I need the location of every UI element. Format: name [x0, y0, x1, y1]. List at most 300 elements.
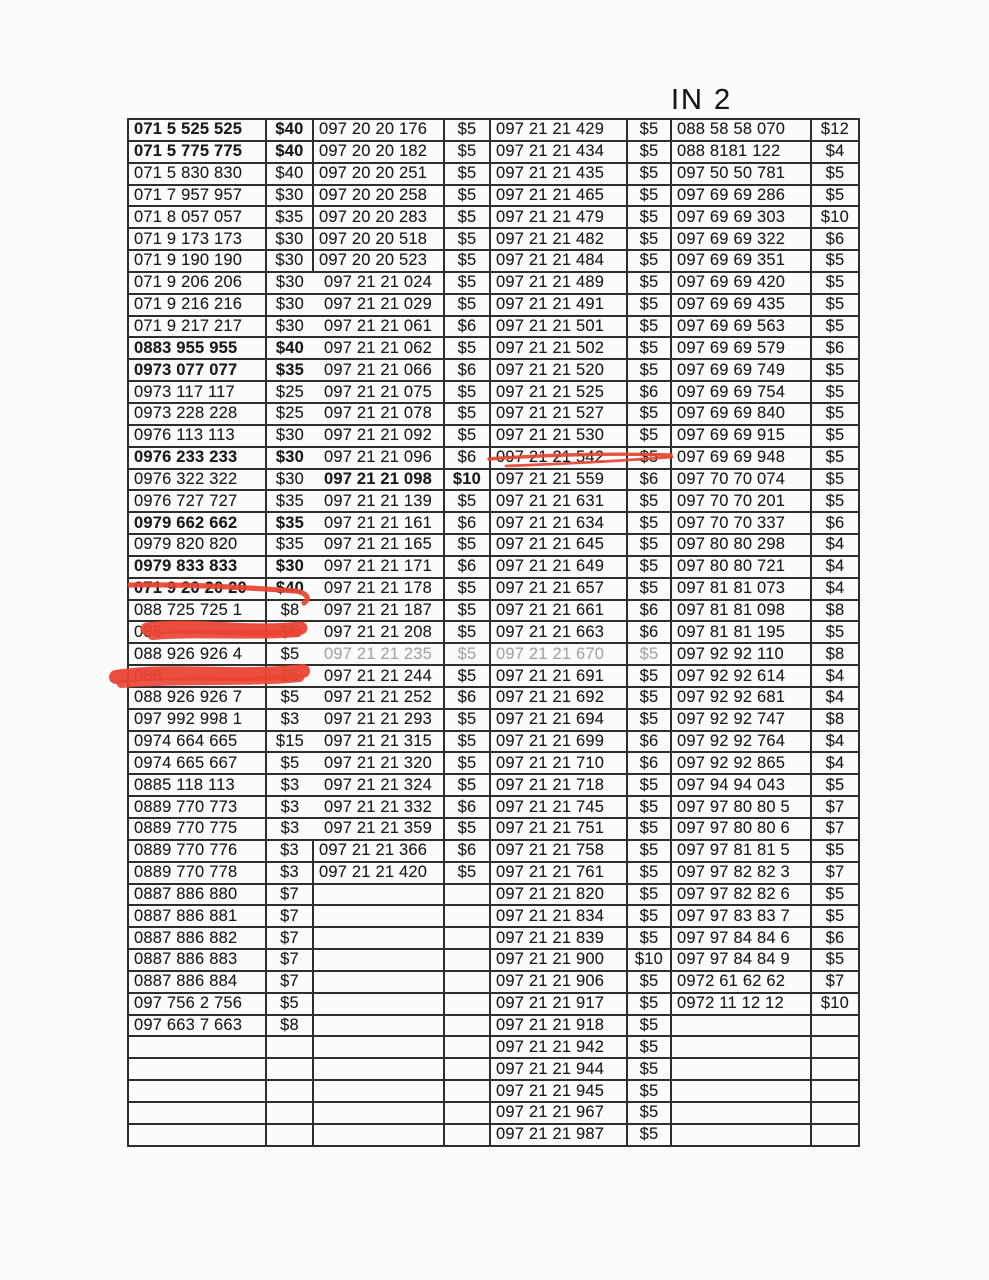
phone-number-cell: 0887 886 883 — [128, 949, 266, 971]
price-cell — [266, 1058, 313, 1080]
phone-number-cell: 097 92 92 110 — [671, 643, 811, 665]
phone-number-cell: 097 21 21 178 — [313, 578, 444, 600]
price-cell: $5 — [627, 316, 671, 338]
phone-number-cell: 097 21 21 710 — [490, 752, 627, 774]
phone-number-cell: 0976 322 322 — [128, 469, 266, 491]
price-cell: $5 — [627, 971, 671, 993]
price-cell — [444, 905, 490, 927]
phone-number-cell: 0972 61 62 62 — [671, 971, 811, 993]
phone-number-cell: 097 21 21 465 — [490, 185, 627, 207]
table-row — [128, 119, 859, 141]
phone-number-cell: 097 21 21 692 — [490, 687, 627, 709]
phone-number-cell: 071 5 830 830 — [128, 163, 266, 185]
table-row — [128, 862, 859, 884]
price-cell: $5 — [627, 862, 671, 884]
price-cell: $3 — [266, 818, 313, 840]
price-cell: $3 — [266, 862, 313, 884]
phone-number-cell — [313, 1058, 444, 1080]
table-row — [128, 1080, 859, 1102]
phone-number-cell: 097 21 21 634 — [490, 512, 627, 534]
price-cell: $7 — [266, 905, 313, 927]
phone-number-cell: 0889 770 778 — [128, 862, 266, 884]
price-cell: $6 — [627, 381, 671, 403]
phone-number-cell: 097 21 21 502 — [490, 337, 627, 359]
price-cell: $5 — [627, 993, 671, 1015]
price-cell: $25 — [266, 403, 313, 425]
price-cell: $5 — [627, 818, 671, 840]
phone-number-cell: 097 97 84 84 9 — [671, 949, 811, 971]
phone-number-cell: 097 69 69 840 — [671, 403, 811, 425]
phone-number-cell: 097 21 21 420 — [313, 862, 444, 884]
price-cell — [266, 1036, 313, 1058]
price-cell: $5 — [444, 206, 490, 228]
price-cell: $5 — [811, 425, 859, 447]
phone-number-cell: 097 21 21 098 — [313, 469, 444, 491]
price-cell: $4 — [811, 687, 859, 709]
table-row — [128, 403, 859, 425]
phone-number-cell: 097 21 21 918 — [490, 1015, 627, 1037]
price-cell: $5 — [627, 490, 671, 512]
price-cell: $6 — [627, 731, 671, 753]
phone-number-cell: 097 92 92 747 — [671, 709, 811, 731]
phone-number-cell: 097 21 21 645 — [490, 534, 627, 556]
price-cell: $5 — [627, 250, 671, 272]
phone-number-cell: 097 21 21 359 — [313, 818, 444, 840]
phone-number-cell: 088 — [128, 665, 266, 687]
price-cell: $4 — [811, 556, 859, 578]
phone-number-cell: 097 21 21 161 — [313, 512, 444, 534]
phone-number-cell: 097 21 21 820 — [490, 884, 627, 906]
price-cell: $5 — [444, 490, 490, 512]
phone-number-cell: 097 21 21 066 — [313, 359, 444, 381]
table-row — [128, 993, 859, 1015]
phone-number-cell: 097 81 81 098 — [671, 600, 811, 622]
phone-number-cell — [671, 1015, 811, 1037]
phone-number-cell: 097 70 70 201 — [671, 490, 811, 512]
price-cell: $5 — [444, 709, 490, 731]
price-cell: $6 — [627, 469, 671, 491]
price-cell: $5 — [627, 665, 671, 687]
phone-number-cell: 097 21 21 906 — [490, 971, 627, 993]
price-cell — [266, 1124, 313, 1146]
phone-number-cell: 097 21 21 942 — [490, 1036, 627, 1058]
price-cell: $5 — [627, 1036, 671, 1058]
phone-number-cell: 097 21 21 745 — [490, 796, 627, 818]
phone-number-cell: 097 20 20 176 — [313, 119, 444, 141]
phone-number-cell: 097 21 21 061 — [313, 316, 444, 338]
price-cell: $5 — [266, 665, 313, 687]
table-row — [128, 1124, 859, 1146]
phone-number-cell — [313, 1102, 444, 1124]
phone-number-cell: 097 92 92 865 — [671, 752, 811, 774]
table-row — [128, 556, 859, 578]
price-cell: $5 — [811, 250, 859, 272]
price-cell: $30 — [266, 272, 313, 294]
phone-number-cell: 097 21 21 187 — [313, 600, 444, 622]
price-cell: $6 — [627, 621, 671, 643]
price-cell: $5 — [627, 228, 671, 250]
phone-number-cell — [128, 1102, 266, 1124]
price-cell: $5 — [627, 185, 671, 207]
table-row — [128, 905, 859, 927]
price-cell: $5 — [627, 578, 671, 600]
price-cell: $5 — [627, 359, 671, 381]
phone-number-cell: 097 21 21 024 — [313, 272, 444, 294]
phone-number-cell — [313, 1080, 444, 1102]
price-cell: $5 — [811, 840, 859, 862]
table-row — [128, 621, 859, 643]
price-cell — [811, 1058, 859, 1080]
price-cell: $5 — [627, 447, 671, 469]
price-cell: $5 — [627, 927, 671, 949]
price-cell: $6 — [627, 752, 671, 774]
phone-number-cell — [313, 927, 444, 949]
table-row — [128, 447, 859, 469]
price-cell: $6 — [811, 337, 859, 359]
price-cell: $5 — [444, 141, 490, 163]
price-cell — [444, 971, 490, 993]
phone-number-cell: 097 21 21 530 — [490, 425, 627, 447]
price-cell: $6 — [444, 512, 490, 534]
phone-number-cell: 0979 833 833 — [128, 556, 266, 578]
phone-number-cell: 0887 886 884 — [128, 971, 266, 993]
phone-number-cell: 097 20 20 258 — [313, 185, 444, 207]
phone-number-cell — [671, 1036, 811, 1058]
phone-number-price-table — [127, 118, 860, 1147]
phone-number-cell — [671, 1058, 811, 1080]
phone-number-cell: 097 97 80 80 6 — [671, 818, 811, 840]
price-cell: $5 — [444, 534, 490, 556]
price-cell: $30 — [266, 316, 313, 338]
phone-number-cell — [128, 1058, 266, 1080]
price-cell: $6 — [444, 316, 490, 338]
price-cell — [444, 884, 490, 906]
price-cell: $5 — [627, 643, 671, 665]
phone-number-cell: 097 21 21 987 — [490, 1124, 627, 1146]
phone-number-cell: 088 — [128, 621, 266, 643]
price-cell: $10 — [811, 993, 859, 1015]
price-cell — [266, 1102, 313, 1124]
phone-number-cell: 097 92 92 764 — [671, 731, 811, 753]
table-row — [128, 600, 859, 622]
phone-number-cell: 0883 955 955 — [128, 337, 266, 359]
price-cell: $6 — [444, 447, 490, 469]
price-cell — [811, 1124, 859, 1146]
table-row — [128, 337, 859, 359]
price-cell: $5 — [444, 774, 490, 796]
price-cell: $5 — [627, 206, 671, 228]
table-row — [128, 206, 859, 228]
phone-number-cell — [313, 884, 444, 906]
price-cell: $4 — [811, 534, 859, 556]
price-cell: $5 — [811, 272, 859, 294]
price-cell: $7 — [811, 818, 859, 840]
table-row — [128, 949, 859, 971]
phone-number-cell: 097 21 21 525 — [490, 381, 627, 403]
price-cell: $10 — [627, 949, 671, 971]
phone-number-cell: 0973 117 117 — [128, 381, 266, 403]
phone-number-cell: 097 21 21 501 — [490, 316, 627, 338]
price-cell: $7 — [266, 949, 313, 971]
phone-number-cell: 097 92 92 614 — [671, 665, 811, 687]
price-cell — [811, 1036, 859, 1058]
table-row — [128, 163, 859, 185]
table-row — [128, 709, 859, 731]
price-cell: $40 — [266, 119, 313, 141]
phone-number-cell: 097 69 69 303 — [671, 206, 811, 228]
price-cell — [811, 1080, 859, 1102]
price-cell: $35 — [266, 359, 313, 381]
phone-number-cell: 097 21 21 691 — [490, 665, 627, 687]
price-cell: $5 — [266, 993, 313, 1015]
phone-number-cell: 097 21 21 758 — [490, 840, 627, 862]
phone-number-cell: 097 21 21 900 — [490, 949, 627, 971]
phone-number-cell: 0887 886 882 — [128, 927, 266, 949]
phone-number-cell: 071 9 216 216 — [128, 294, 266, 316]
price-cell: $8 — [811, 600, 859, 622]
phone-number-cell: 0973 077 077 — [128, 359, 266, 381]
price-cell: $5 — [444, 228, 490, 250]
price-cell — [811, 1015, 859, 1037]
phone-number-cell: 097 21 21 078 — [313, 403, 444, 425]
table-row — [128, 752, 859, 774]
phone-number-cell: 097 21 21 434 — [490, 141, 627, 163]
phone-number-cell: 097 69 69 948 — [671, 447, 811, 469]
price-cell: $6 — [811, 512, 859, 534]
table-row — [128, 665, 859, 687]
phone-number-cell: 071 9 217 217 — [128, 316, 266, 338]
phone-number-cell — [128, 1080, 266, 1102]
phone-number-cell: 0973 228 228 — [128, 403, 266, 425]
phone-number-cell — [313, 1036, 444, 1058]
phone-number-cell: 071 9 206 206 — [128, 272, 266, 294]
phone-number-cell: 088 926 926 4 — [128, 643, 266, 665]
price-cell: $7 — [266, 927, 313, 949]
phone-number-cell: 097 21 21 029 — [313, 294, 444, 316]
phone-number-cell: 097 21 21 559 — [490, 469, 627, 491]
price-cell: $5 — [266, 687, 313, 709]
phone-number-cell: 097 69 69 915 — [671, 425, 811, 447]
phone-number-cell: 097 21 21 631 — [490, 490, 627, 512]
price-cell: $5 — [444, 272, 490, 294]
phone-number-cell: 097 21 21 244 — [313, 665, 444, 687]
phone-number-cell: 097 21 21 520 — [490, 359, 627, 381]
table-row — [128, 818, 859, 840]
phone-number-cell: 088 725 725 1 — [128, 600, 266, 622]
phone-number-cell: 0976 113 113 — [128, 425, 266, 447]
price-cell: $5 — [627, 1058, 671, 1080]
phone-number-cell — [313, 949, 444, 971]
price-cell: $5 — [811, 359, 859, 381]
phone-number-cell: 097 21 21 208 — [313, 621, 444, 643]
phone-number-cell: 097 21 21 479 — [490, 206, 627, 228]
table-row — [128, 359, 859, 381]
phone-number-cell — [128, 1124, 266, 1146]
phone-number-cell: 097 97 83 83 7 — [671, 905, 811, 927]
price-cell: $5 — [811, 316, 859, 338]
phone-number-cell: 097 21 21 435 — [490, 163, 627, 185]
phone-number-cell: 097 50 50 781 — [671, 163, 811, 185]
price-cell: $5 — [444, 119, 490, 141]
price-cell: $5 — [444, 337, 490, 359]
phone-number-cell: 097 70 70 074 — [671, 469, 811, 491]
price-cell: $40 — [266, 578, 313, 600]
price-cell: $3 — [266, 840, 313, 862]
table-row — [128, 774, 859, 796]
table-row — [128, 228, 859, 250]
price-cell: $5 — [444, 163, 490, 185]
price-cell: $5 — [627, 840, 671, 862]
price-cell: $8 — [811, 643, 859, 665]
price-cell — [444, 927, 490, 949]
price-cell: $5 — [627, 294, 671, 316]
price-cell: $6 — [444, 840, 490, 862]
phone-number-cell: 0887 886 880 — [128, 884, 266, 906]
price-cell: $4 — [811, 665, 859, 687]
price-cell: $5 — [627, 709, 671, 731]
phone-number-cell: 0976 727 727 — [128, 490, 266, 512]
phone-number-cell: 0889 770 773 — [128, 796, 266, 818]
phone-number-cell: 097 756 2 756 — [128, 993, 266, 1015]
phone-number-cell: 0974 664 665 — [128, 731, 266, 753]
price-cell: $5 — [811, 884, 859, 906]
phone-number-cell: 097 21 21 165 — [313, 534, 444, 556]
phone-number-cell: 0889 770 775 — [128, 818, 266, 840]
table-row — [128, 185, 859, 207]
phone-number-cell: 097 20 20 251 — [313, 163, 444, 185]
table-row — [128, 534, 859, 556]
phone-number-cell: 097 69 69 286 — [671, 185, 811, 207]
price-cell: $5 — [444, 862, 490, 884]
price-cell — [444, 1015, 490, 1037]
phone-number-cell: 097 20 20 182 — [313, 141, 444, 163]
price-cell — [444, 949, 490, 971]
phone-number-cell: 097 21 21 491 — [490, 294, 627, 316]
table-row — [128, 1036, 859, 1058]
price-cell: $5 — [811, 905, 859, 927]
phone-number-cell: 097 21 21 699 — [490, 731, 627, 753]
phone-number-cell: 097 21 21 293 — [313, 709, 444, 731]
phone-number-cell: 097 21 21 839 — [490, 927, 627, 949]
table-row — [128, 250, 859, 272]
price-cell: $5 — [444, 731, 490, 753]
price-cell: $8 — [811, 709, 859, 731]
price-cell: $10 — [811, 206, 859, 228]
phone-number-cell: 071 5 525 525 — [128, 119, 266, 141]
phone-number-cell: 088 58 58 070 — [671, 119, 811, 141]
price-cell — [444, 1124, 490, 1146]
price-cell: $5 — [811, 774, 859, 796]
table-row — [128, 1102, 859, 1124]
price-cell: $7 — [811, 796, 859, 818]
price-cell: $5 — [627, 119, 671, 141]
table-row — [128, 294, 859, 316]
phone-number-cell: 097 21 21 171 — [313, 556, 444, 578]
phone-number-cell: 097 69 69 754 — [671, 381, 811, 403]
price-cell: $5 — [444, 818, 490, 840]
table-row — [128, 141, 859, 163]
table-row — [128, 381, 859, 403]
price-cell: $4 — [811, 578, 859, 600]
price-cell: $6 — [444, 359, 490, 381]
price-cell: $5 — [811, 469, 859, 491]
price-cell — [444, 1036, 490, 1058]
phone-number-cell: 097 21 21 944 — [490, 1058, 627, 1080]
price-cell — [444, 1080, 490, 1102]
price-cell: $5 — [811, 381, 859, 403]
phone-number-cell: 097 21 21 320 — [313, 752, 444, 774]
table-row — [128, 469, 859, 491]
price-cell: $5 — [627, 534, 671, 556]
price-cell: $5 — [627, 512, 671, 534]
price-cell: $5 — [627, 1102, 671, 1124]
table-row — [128, 840, 859, 862]
price-cell — [444, 1058, 490, 1080]
price-cell: $5 — [811, 294, 859, 316]
table-row — [128, 971, 859, 993]
phone-number-cell: 097 69 69 322 — [671, 228, 811, 250]
phone-number-cell: 097 21 21 670 — [490, 643, 627, 665]
phone-number-cell: 097 94 94 043 — [671, 774, 811, 796]
price-cell: $7 — [811, 971, 859, 993]
table-row — [128, 1058, 859, 1080]
table-row — [128, 425, 859, 447]
phone-number-cell: 0979 662 662 — [128, 512, 266, 534]
price-cell: $12 — [811, 119, 859, 141]
price-cell: $40 — [266, 163, 313, 185]
phone-number-cell — [313, 1124, 444, 1146]
price-cell — [266, 1080, 313, 1102]
phone-number-cell: 097 21 21 332 — [313, 796, 444, 818]
price-cell: $5 — [627, 403, 671, 425]
phone-number-cell: 097 69 69 563 — [671, 316, 811, 338]
phone-number-cell: 097 97 80 80 5 — [671, 796, 811, 818]
price-cell: $30 — [266, 556, 313, 578]
phone-number-cell: 097 21 21 252 — [313, 687, 444, 709]
phone-number-cell: 071 5 775 775 — [128, 141, 266, 163]
phone-number-cell: 097 80 80 298 — [671, 534, 811, 556]
price-cell: $5 — [811, 490, 859, 512]
price-cell: $25 — [266, 381, 313, 403]
price-cell: $5 — [444, 643, 490, 665]
price-cell: $6 — [444, 796, 490, 818]
phone-number-cell: 0889 770 776 — [128, 840, 266, 862]
price-cell: $30 — [266, 425, 313, 447]
price-cell: $5 — [811, 949, 859, 971]
phone-number-cell — [313, 993, 444, 1015]
price-cell: $35 — [266, 512, 313, 534]
phone-number-cell — [313, 971, 444, 993]
price-cell: $5 — [811, 185, 859, 207]
phone-number-cell: 0974 665 667 — [128, 752, 266, 774]
phone-number-cell: 097 21 21 429 — [490, 119, 627, 141]
price-cell: $6 — [811, 927, 859, 949]
price-cell: $3 — [266, 774, 313, 796]
price-cell: $6 — [444, 687, 490, 709]
phone-number-cell: 097 21 21 761 — [490, 862, 627, 884]
phone-number-cell: 097 21 21 484 — [490, 250, 627, 272]
phone-number-cell: 097 81 81 195 — [671, 621, 811, 643]
price-cell: $10 — [444, 469, 490, 491]
phone-number-cell: 097 81 81 073 — [671, 578, 811, 600]
phone-number-cell: 097 21 21 718 — [490, 774, 627, 796]
price-cell: $5 — [627, 687, 671, 709]
phone-number-cell — [671, 1080, 811, 1102]
phone-number-cell: 097 69 69 351 — [671, 250, 811, 272]
price-cell: $4 — [811, 731, 859, 753]
price-cell — [444, 993, 490, 1015]
phone-number-cell: 097 21 21 663 — [490, 621, 627, 643]
